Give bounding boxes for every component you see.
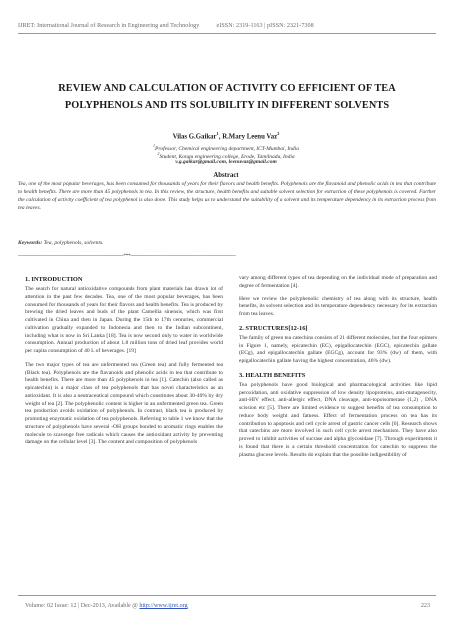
section-heading-introduction: 1. INTRODUCTION (25, 276, 83, 283)
journal-issn: eISSN: 2319-1163 | pISSN: 2321-7308 (216, 23, 314, 29)
left-column (25, 276, 223, 447)
keywords (18, 240, 436, 246)
page-number: 223 (420, 603, 430, 609)
paragraph: Tea polyphenols have good biological and pharmacological activities like lipid peroxidation, anti oxidative suppression of low density lipoproteins, anti-mutagenecity, anti-HIV effect, anti-allergic effect, DNA cleavage, anti-topoisomerase (1,2) , DNA scission etc [5]. There are limited evidence to suggest benefits of tea consumption to reduce body weight and fatness. Effect of fermentation process on tea has its contribution to apoptosis and cell cycle arrest of gastric cancer cells [6]. Research shows that catechins are more involved in such cell cycle arrest mechanism. They have also proved to inhibit activities of sucrase and alpha glycosidase [7]. Through experiments it is found that there is a certain threshold concentration for catechin to suppress the plasma glucose levels. Results do explain that the possible indigestibility of (239, 381, 437, 458)
paragraph: The family of green tea catechins consists of 21 different molecules, but the four epimers in Figure 1, namely, epicatechin (EC), epigallocatechin (EGC), epicatechin gallate (ECg), and epigallocatechin gallate (EGCg), account for 93% (dw) of them, with epigallocatechin gallate having the highest concentration, 46% (dw). (239, 334, 437, 364)
header-divider (18, 33, 436, 34)
author-name: Vilas G.Gaikar (172, 133, 217, 141)
abstract-heading: Abstract (213, 172, 239, 179)
affil-text: Professor, Chemical engineering department, ICT-Mumbai, India (155, 145, 299, 152)
section-separator: -----------------------------------------------------------------------***----------------------------------------------------------------------- (18, 253, 236, 259)
right-column (239, 275, 437, 459)
author-affil-mark: 1 (216, 131, 219, 136)
author-separator: , (218, 133, 223, 141)
paper-title-line-1: REVIEW AND CALCULATION OF ACTIVITY CO EFFICIENT OF TEA (58, 83, 396, 94)
affil-mark: 2 (157, 151, 160, 156)
author-affil-mark: 2 (277, 131, 280, 136)
keywords-label: Keywords: (18, 240, 43, 246)
abstract-text: Tea, one of the most popular beverages, has been consumed for thousands of years for their flavors and health benefits. Polyphenols are the flavanoid and phenolic acids in tea that contribute to health benefits. There are more than 45 polyphenols in tea. In this review, the structure, health benefits and suitable solvent selection for extraction of these polyphenols is covered. Further the calculation of activity coefficient of tea polyphenol is also done. This study helps us to understand the suitability of a solvent and its temperature dependency in its extraction process from tea leaves. (18, 181, 436, 211)
journal-name: IJRET: International Journal of Research in Engineering and Technology (18, 23, 200, 29)
affil-mark: 1 (153, 143, 156, 148)
section-heading-structures: 2. STRUCTURES[12-16] (239, 324, 308, 332)
affil-text: Student, Kongu engineering college, Erode, Tamilnadu, India (159, 153, 295, 160)
paragraph: vary among different types of tea depending on the individual mode of preparation and degree of fermentation [4]. (239, 275, 437, 289)
journal-url-link[interactable]: http://www.ijret.org (139, 603, 188, 609)
paper-title-line-2: POLYPHENOLS AND ITS SOLUBILITY IN DIFFERENT SOLVENTS (64, 100, 390, 111)
keywords-text: Tea, polyphenols, solvents. (42, 240, 104, 246)
paragraph: The two major types of tea are unfermented tea (Green tea) and fully fermented tea (Black tea). Polyphenols are the flavanoids and phenolic acids in tea that contribute to health benefits. There are more than 45 polyphenols in tea [1]. Catechin (also called as epicatechin) is a major class of tea polyphenols that has novel characteristics as an antioxidant. It is also a neutraceutical compound which constitutes about 30-40% by dry weight of tea [2]. The polyphenolic content is higher in an unfermented green tea. Green tea production avoids oxidation of polyphenols. In contrast, black tea is produced by promoting enzymatic oxidation of tea polyphenols. Referring to table 1 we know that the structure of polyphenols have several -OH groups bonded to aromatic rings enables the molecule to scavenge free radicals which causes the antioxidant activity by preventing damage on the cellular level [3]. The content and composition of polyphenols (25, 361, 223, 446)
author-list (0, 131, 452, 140)
footer-divider (18, 595, 436, 596)
author-name: R.Mary Leenu Vaz (222, 133, 278, 141)
paragraph: Here we review the polyphenolic chemistry of tea along with its structure, health benefits, its solvent selection and its temperature dependency necessary for its extraction from tea leaves. (239, 295, 437, 317)
paragraph: The search for natural antioxidative compounds from plant materials has drawn lot of attention in the past few decades. Tea, one of the most popular beverages, has been consumed for thousands of years for their flavors and health benefits. Tea is produced by brewing the dried leaves and buds of the plant Camellia sinensis, which was first cultivated in China and then in Japan. During the 15th to 17th centuries, commercial cultivation gradually expanded to Indonesia and then to the Indian subcontinent, including what is now in Sri Lanka [18]. Tea is now second only to water in worldwide consumption. Annual production of about 1.8 million tons of dried leaf provides world per capita consumption of 40 L of beverages. [19] (25, 286, 223, 354)
author-emails: v.g.gaikar@gmail.com, leenuvaz@gmail.com (175, 159, 277, 165)
journal-header (18, 23, 438, 29)
page-footer (25, 603, 430, 609)
section-heading-health-benefits: 3. HEALTH BENEFITS (239, 371, 306, 379)
footer-volume: Volume: 02 Issue: 12 | Dec-2013, Available @ (25, 603, 140, 609)
